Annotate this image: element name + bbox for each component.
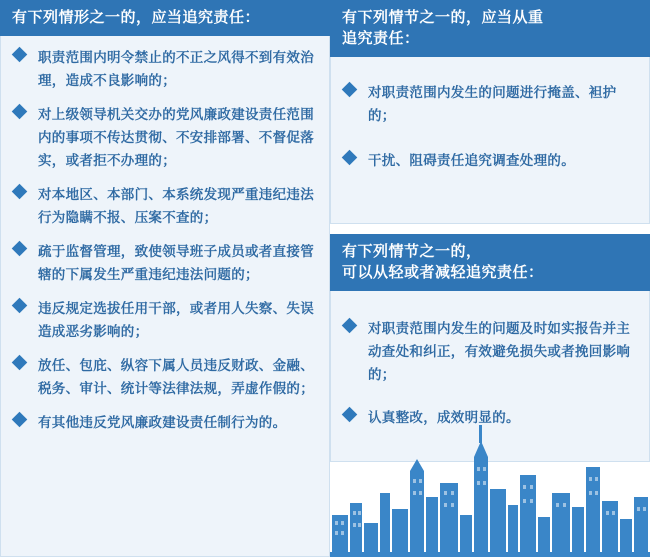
panel-header-line: 有下列情节之一的， [342,243,482,260]
panel-mitigated-accountability [330,234,650,462]
list-item [341,317,639,386]
panel-header-line: 有下列情形之一的，应当追究责任： [12,9,261,26]
list-item-text: 干扰、阻碍责任追究调查处理的。 [368,153,575,168]
panel-header-line: 追究责任： [342,30,420,47]
diamond-bullet-icon [343,151,359,167]
list-item [11,183,319,229]
list-item [11,354,319,400]
list-item [11,103,319,172]
panel-header-mitigated-accountability [330,234,650,291]
list-item-text: 对上级领导机关交办的党风廉政建设责任范围内的事项不传达贯彻、不安排部署、不督促落实，或者拒不办理的； [38,107,314,168]
list-item-text: 对职责范围内发生的问题及时如实报告并主动查处和纠正，有效避免损失或者挽回影响的； [368,321,631,382]
panel-header-line: 有下列情节之一的，应当从重 [342,9,544,26]
diamond-bullet-icon [343,319,359,335]
diamond-bullet-icon [343,83,359,99]
list-item-text: 对职责范围内发生的问题进行掩盖、袒护的； [368,85,617,123]
panel-header-line: 可以从轻或者减轻追究责任： [342,264,544,281]
list-item-text: 放任、包庇、纵容下属人员违反财政、金融、税务、审计、统计等法律法规，弄虚作假的； [38,358,314,396]
list-item-text: 违反规定选拔任用干部，或者用人失察、失误造成恶劣影响的； [38,301,314,339]
list-item [11,297,319,343]
list-item-text: 对本地区、本部门、本系统发现严重违纪违法行为隐瞒不报、压案不查的； [38,187,314,225]
list-item [341,406,639,429]
diamond-bullet-icon [13,356,29,372]
list-item [341,81,639,127]
diamond-bullet-icon [13,242,29,258]
list-item [11,240,319,286]
diamond-bullet-icon [13,48,29,64]
list-item-text: 有其他违反党风廉政建设责任制行为的。 [38,415,287,430]
list-item-text: 职责范围内明令禁止的不正之风得不到有效治理，造成不良影响的； [38,50,314,88]
diamond-bullet-icon [13,413,29,429]
panel-header-aggravated-accountability [330,0,650,57]
list-item [11,411,319,434]
list-item [11,46,319,92]
diamond-bullet-icon [13,185,29,201]
panel-body-mitigated-accountability [330,291,650,462]
list-item-text: 疏于监督管理，致使领导班子成员或者直接管辖的下属发生严重违纪违法问题的； [38,244,314,282]
panel-aggravated-accountability [330,0,650,224]
right-column [330,0,650,557]
diamond-bullet-icon [343,408,359,424]
panel-body-aggravated-accountability [330,57,650,224]
list-item [341,149,639,172]
diamond-bullet-icon [13,299,29,315]
diamond-bullet-icon [13,105,29,121]
panel-header-accountability-required [0,0,330,36]
panel-body-accountability-required [0,36,330,557]
list-item-text: 认真整改，成效明显的。 [368,410,520,425]
